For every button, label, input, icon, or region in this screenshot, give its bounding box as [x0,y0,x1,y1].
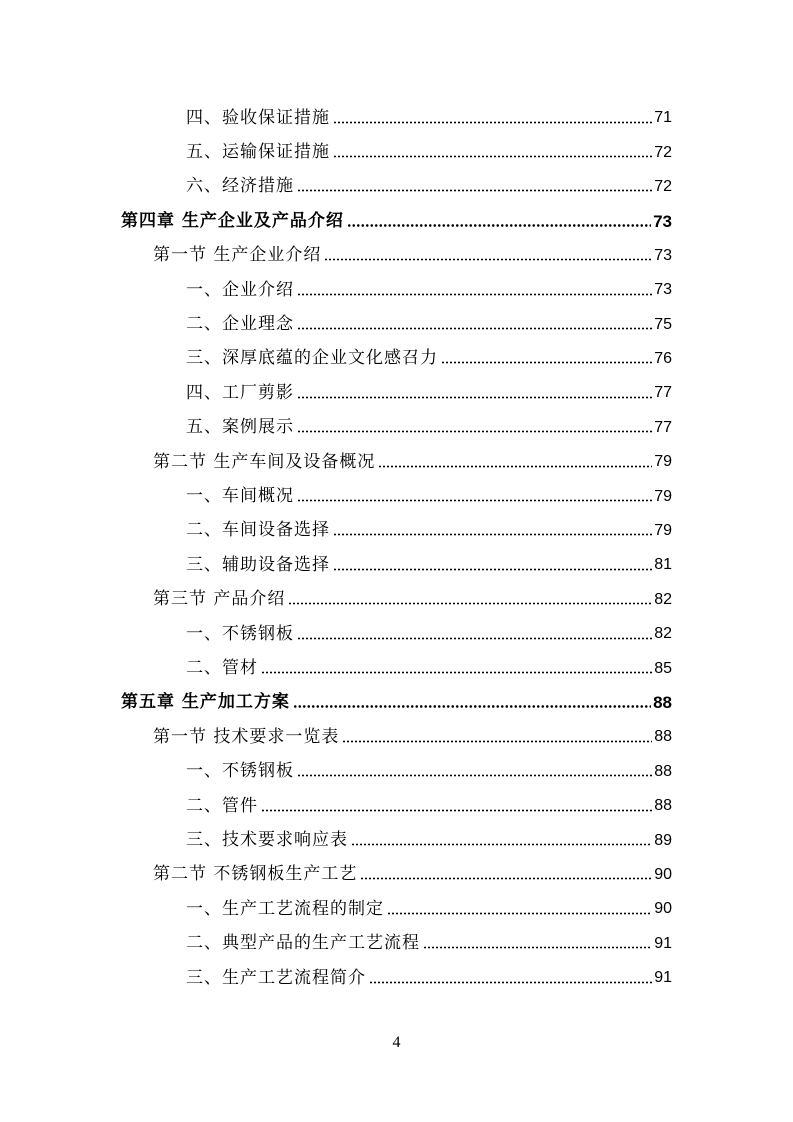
toc-dot-leader [324,258,652,261]
toc-dot-leader [297,396,652,399]
toc-dot-leader [261,671,652,674]
toc-dot-leader [297,637,652,640]
toc-entry-label: 六、经济措施 [186,176,294,197]
toc-dot-leader [297,189,652,192]
toc-dot-leader [297,327,652,330]
toc-entry-page: 73 [654,281,672,299]
toc-entry-label: 一、不锈钢板 [186,761,294,782]
toc-subsection-entry[interactable] [186,479,672,513]
toc-dot-leader [369,981,652,984]
toc-entry-page: 75 [654,315,672,333]
toc-dot-leader [288,602,652,605]
toc-entry-label: 二、典型产品的生产工艺流程 [186,933,420,954]
toc-subsection-entry[interactable] [186,892,672,926]
toc-entry-label: 一、不锈钢板 [186,623,294,644]
toc-entry-page: 72 [654,143,672,161]
toc-subsection-entry[interactable] [186,307,672,341]
toc-entry-page: 91 [654,934,672,952]
toc-entry-label: 二、企业理念 [186,314,294,335]
toc-entry-page: 88 [654,728,672,746]
toc-entry-page: 72 [654,177,672,195]
toc-dot-leader [297,774,652,777]
toc-subsection-entry[interactable] [186,617,672,651]
toc-dot-leader [333,568,652,571]
toc-entry-page: 88 [654,762,672,780]
toc-subsection-entry[interactable] [186,548,672,582]
toc-dot-leader [333,121,652,124]
toc-subsection-entry[interactable] [186,411,672,445]
toc-entry-page: 85 [654,659,672,677]
toc-entry-page: 82 [654,590,672,608]
toc-dot-leader [297,430,652,433]
toc-entry-label: 第二节 不锈钢板生产工艺 [153,864,358,885]
toc-dot-leader [293,705,651,708]
toc-section-entry[interactable] [153,239,672,273]
toc-entry-label: 第一节 生产企业介绍 [153,245,322,266]
toc-entry-page: 88 [653,693,672,713]
toc-entry-page: 88 [654,797,672,815]
toc-entry-label: 第三节 产品介绍 [153,589,286,610]
toc-subsection-entry[interactable] [186,376,672,410]
toc-entry-label: 三、深厚底蕴的企业文化感召力 [186,348,438,369]
toc-chapter-entry[interactable] [121,686,672,720]
toc-dot-leader [387,912,652,915]
toc-subsection-entry[interactable] [186,651,672,685]
toc-entry-page: 77 [654,384,672,402]
toc-entry-label: 三、生产工艺流程简介 [186,967,366,988]
toc-entry-label: 一、车间概况 [186,486,294,507]
toc-subsection-entry[interactable] [186,927,672,961]
toc-section-entry[interactable] [153,858,672,892]
toc-dot-leader [351,843,652,846]
toc-dot-leader [297,499,652,502]
toc-entry-page: 90 [654,865,672,883]
toc-dot-leader [423,946,652,949]
toc-section-entry[interactable] [153,445,672,479]
toc-entry-label: 第二节 生产车间及设备概况 [153,451,376,472]
toc-entry-page: 89 [654,831,672,849]
toc-chapter-entry[interactable] [121,204,672,238]
toc-entry-page: 79 [654,521,672,539]
toc-dot-leader [297,293,652,296]
toc-dot-leader [378,465,652,468]
toc-dot-leader [347,224,651,227]
toc-entry-page: 90 [654,900,672,918]
toc-subsection-entry[interactable] [186,823,672,857]
toc-entry-label: 五、运输保证措施 [186,142,330,163]
toc-entry-label: 三、技术要求响应表 [186,830,348,851]
toc-dot-leader [261,809,652,812]
page-number: 4 [392,1034,401,1051]
toc-entry-label: 四、工厂剪影 [186,382,294,403]
toc-entry-page: 77 [654,418,672,436]
toc-dot-leader [441,361,652,364]
toc-entry-label: 一、企业介绍 [186,279,294,300]
toc-dot-leader [333,533,652,536]
toc-entry-label: 第五章 生产加工方案 [121,692,290,713]
toc-entry-label: 二、车间设备选择 [186,520,330,541]
toc-subsection-entry[interactable] [186,789,672,823]
toc-entry-page: 79 [654,453,672,471]
toc-subsection-entry[interactable] [186,755,672,789]
toc-entry-label: 一、生产工艺流程的制定 [186,898,384,919]
toc-entry-label: 第一节 技术要求一览表 [153,726,340,747]
toc-section-entry[interactable] [153,720,672,754]
toc-entry-page: 81 [654,556,672,574]
toc-entry-page: 71 [654,109,672,127]
toc-subsection-entry[interactable] [186,170,672,204]
toc-dot-leader [342,740,652,743]
toc-entry-label: 二、管材 [186,658,258,679]
toc-entry-page: 79 [654,487,672,505]
toc-subsection-entry[interactable] [186,273,672,307]
toc-entry-label: 二、管件 [186,795,258,816]
toc-subsection-entry[interactable] [186,135,672,169]
toc-section-entry[interactable] [153,583,672,617]
toc-entry-label: 第四章 生产企业及产品介绍 [121,210,344,231]
toc-entry-label: 五、案例展示 [186,417,294,438]
toc-entry-label: 四、验收保证措施 [186,107,330,128]
toc-entry-page: 76 [654,349,672,367]
toc-subsection-entry[interactable] [186,961,672,995]
toc-subsection-entry[interactable] [186,342,672,376]
toc-entry-page: 82 [654,625,672,643]
toc-entry-page: 91 [654,969,672,987]
toc-dot-leader [333,155,652,158]
toc-dot-leader [360,877,652,880]
toc-subsection-entry[interactable] [186,101,672,135]
toc-subsection-entry[interactable] [186,514,672,548]
toc-entry-label: 三、辅助设备选择 [186,554,330,575]
toc-entry-page: 73 [653,211,672,231]
toc-entry-page: 73 [654,246,672,264]
